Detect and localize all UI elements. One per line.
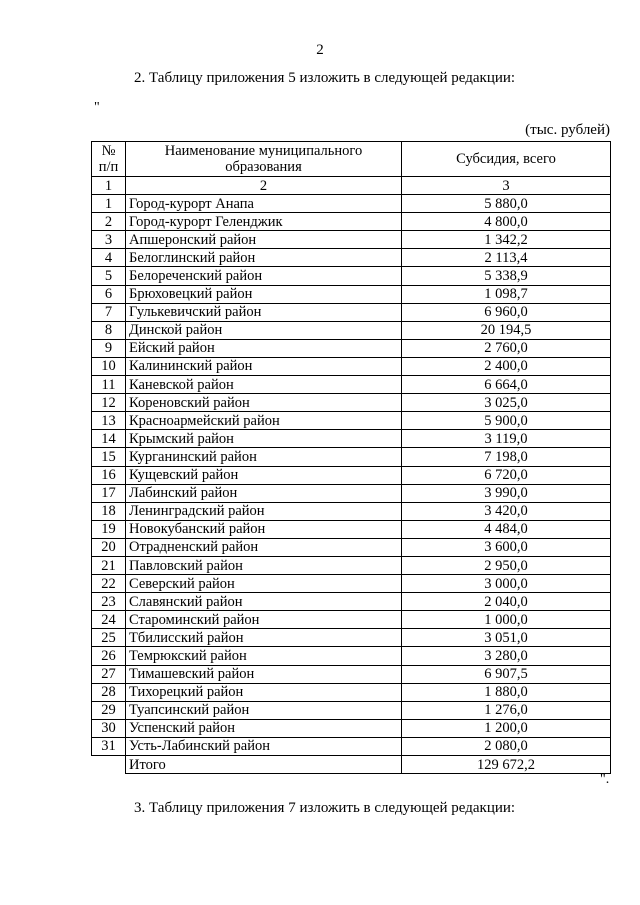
row-number: 11 xyxy=(92,376,126,394)
subsidy-amount: 1 000,0 xyxy=(402,611,611,629)
row-number: 8 xyxy=(92,321,126,339)
row-number: 4 xyxy=(92,249,126,267)
table-row xyxy=(92,448,611,466)
row-number: 2 xyxy=(92,213,126,231)
total-empty-cell xyxy=(92,756,126,774)
subsidy-amount: 3 990,0 xyxy=(402,484,611,502)
municipality-name: Ейский район xyxy=(126,339,402,357)
row-number: 23 xyxy=(92,593,126,611)
municipality-name: Гулькевичский район xyxy=(126,303,402,321)
table-row xyxy=(92,394,611,412)
municipality-name: Темрюкский район xyxy=(126,647,402,665)
row-number: 22 xyxy=(92,575,126,593)
table-row xyxy=(92,321,611,339)
row-number: 18 xyxy=(92,502,126,520)
column-number: 2 xyxy=(126,177,402,195)
row-number: 3 xyxy=(92,231,126,249)
table-row xyxy=(92,303,611,321)
subsidy-amount: 5 880,0 xyxy=(402,195,611,213)
subsidy-amount: 2 400,0 xyxy=(402,357,611,375)
table-row xyxy=(92,611,611,629)
municipality-name: Тимашевский район xyxy=(126,665,402,683)
row-number: 7 xyxy=(92,303,126,321)
row-number: 30 xyxy=(92,719,126,737)
municipality-name: Белоглинский район xyxy=(126,249,402,267)
municipality-name: Успенский район xyxy=(126,719,402,737)
unit-note: (тыс. рублей) xyxy=(525,122,610,138)
column-number: 1 xyxy=(92,177,126,195)
total-label: Итого xyxy=(126,756,402,774)
table-row xyxy=(92,665,611,683)
header-subsidy: Субсидия, всего xyxy=(402,142,611,177)
table-row xyxy=(92,376,611,394)
municipality-name: Город-курорт Геленджик xyxy=(126,213,402,231)
table-row xyxy=(92,683,611,701)
table-row xyxy=(92,701,611,719)
table-row xyxy=(92,737,611,755)
table-row xyxy=(92,575,611,593)
row-number: 31 xyxy=(92,737,126,755)
subsidy-amount: 3 280,0 xyxy=(402,647,611,665)
table-row xyxy=(92,213,611,231)
row-number: 28 xyxy=(92,683,126,701)
municipality-name: Апшеронский район xyxy=(126,231,402,249)
municipality-name: Славянский район xyxy=(126,593,402,611)
row-number: 16 xyxy=(92,466,126,484)
table-row xyxy=(92,357,611,375)
table-row xyxy=(92,593,611,611)
subsidy-amount: 3 600,0 xyxy=(402,538,611,556)
row-number: 17 xyxy=(92,484,126,502)
municipality-name: Староминский район xyxy=(126,611,402,629)
table-row xyxy=(92,719,611,737)
subsidy-amount: 2 080,0 xyxy=(402,737,611,755)
municipality-name: Северский район xyxy=(126,575,402,593)
subsidy-amount: 7 198,0 xyxy=(402,448,611,466)
column-number: 3 xyxy=(402,177,611,195)
opening-quote: " xyxy=(94,100,100,115)
table-row xyxy=(92,629,611,647)
subsidy-amount: 1 276,0 xyxy=(402,701,611,719)
subsidy-amount: 6 960,0 xyxy=(402,303,611,321)
table-row xyxy=(92,195,611,213)
table-header-row xyxy=(92,142,611,177)
row-number: 21 xyxy=(92,556,126,574)
subsidy-amount: 2 950,0 xyxy=(402,556,611,574)
municipality-name: Крымский район xyxy=(126,430,402,448)
subsidy-amount: 4 484,0 xyxy=(402,520,611,538)
subsidy-amount: 3 051,0 xyxy=(402,629,611,647)
row-number: 13 xyxy=(92,412,126,430)
municipality-name: Отрадненский район xyxy=(126,538,402,556)
row-number: 27 xyxy=(92,665,126,683)
table-row xyxy=(92,556,611,574)
row-number: 14 xyxy=(92,430,126,448)
municipality-name: Тбилисский район xyxy=(126,629,402,647)
municipality-name: Красноармейский район xyxy=(126,412,402,430)
subsidy-amount: 1 098,7 xyxy=(402,285,611,303)
total-row xyxy=(92,756,611,774)
subsidy-amount: 2 760,0 xyxy=(402,339,611,357)
table-row xyxy=(92,502,611,520)
header-municipality: Наименование муниципального образования xyxy=(126,142,402,177)
municipality-name: Белореченский район xyxy=(126,267,402,285)
table-row xyxy=(92,339,611,357)
row-number: 12 xyxy=(92,394,126,412)
subsidy-amount: 5 338,9 xyxy=(402,267,611,285)
municipality-name: Усть-Лабинский район xyxy=(126,737,402,755)
subsidy-amount: 3 000,0 xyxy=(402,575,611,593)
table-row xyxy=(92,538,611,556)
municipality-name: Кореновский район xyxy=(126,394,402,412)
municipality-name: Динской район xyxy=(126,321,402,339)
table-row xyxy=(92,466,611,484)
table-row xyxy=(92,647,611,665)
table-row xyxy=(92,430,611,448)
row-number: 25 xyxy=(92,629,126,647)
row-number: 6 xyxy=(92,285,126,303)
table-row xyxy=(92,484,611,502)
column-number-row xyxy=(92,177,611,195)
subsidy-amount: 1 880,0 xyxy=(402,683,611,701)
row-number: 24 xyxy=(92,611,126,629)
subsidy-table xyxy=(91,141,611,774)
subsidy-amount: 2 040,0 xyxy=(402,593,611,611)
table-row xyxy=(92,231,611,249)
subsidy-amount: 6 907,5 xyxy=(402,665,611,683)
municipality-name: Лабинский район xyxy=(126,484,402,502)
row-number: 26 xyxy=(92,647,126,665)
subsidy-amount: 6 664,0 xyxy=(402,376,611,394)
municipality-name: Туапсинский район xyxy=(126,701,402,719)
subsidy-amount: 3 119,0 xyxy=(402,430,611,448)
paragraph-2: 3. Таблицу приложения 7 изложить в следующей редакции: xyxy=(134,800,516,816)
paragraph-1: 2. Таблицу приложения 5 изложить в следующей редакции: xyxy=(134,70,516,86)
municipality-name: Калининский район xyxy=(126,357,402,375)
subsidy-amount: 2 113,4 xyxy=(402,249,611,267)
table-row xyxy=(92,249,611,267)
subsidy-amount: 1 342,2 xyxy=(402,231,611,249)
row-number: 9 xyxy=(92,339,126,357)
subsidy-amount: 3 025,0 xyxy=(402,394,611,412)
table-row xyxy=(92,285,611,303)
municipality-name: Каневской район xyxy=(126,376,402,394)
subsidy-amount: 20 194,5 xyxy=(402,321,611,339)
row-number: 29 xyxy=(92,701,126,719)
municipality-name: Павловский район xyxy=(126,556,402,574)
row-number: 10 xyxy=(92,357,126,375)
municipality-name: Тихорецкий район xyxy=(126,683,402,701)
subsidy-amount: 6 720,0 xyxy=(402,466,611,484)
row-number: 5 xyxy=(92,267,126,285)
municipality-name: Курганинский район xyxy=(126,448,402,466)
table-row xyxy=(92,520,611,538)
municipality-name: Брюховецкий район xyxy=(126,285,402,303)
subsidy-amount: 5 900,0 xyxy=(402,412,611,430)
table-row xyxy=(92,267,611,285)
municipality-name: Кущевский район xyxy=(126,466,402,484)
row-number: 20 xyxy=(92,538,126,556)
total-sum: 129 672,2 xyxy=(402,756,611,774)
page-number: 2 xyxy=(316,42,324,58)
municipality-name: Новокубанский район xyxy=(126,520,402,538)
row-number: 15 xyxy=(92,448,126,466)
subsidy-amount: 1 200,0 xyxy=(402,719,611,737)
subsidy-amount: 4 800,0 xyxy=(402,213,611,231)
closing-quote: ". xyxy=(600,772,610,787)
table-row xyxy=(92,412,611,430)
header-number: № п/п xyxy=(92,142,126,177)
municipality-name: Город-курорт Анапа xyxy=(126,195,402,213)
row-number: 1 xyxy=(92,195,126,213)
subsidy-amount: 3 420,0 xyxy=(402,502,611,520)
row-number: 19 xyxy=(92,520,126,538)
municipality-name: Ленинградский район xyxy=(126,502,402,520)
